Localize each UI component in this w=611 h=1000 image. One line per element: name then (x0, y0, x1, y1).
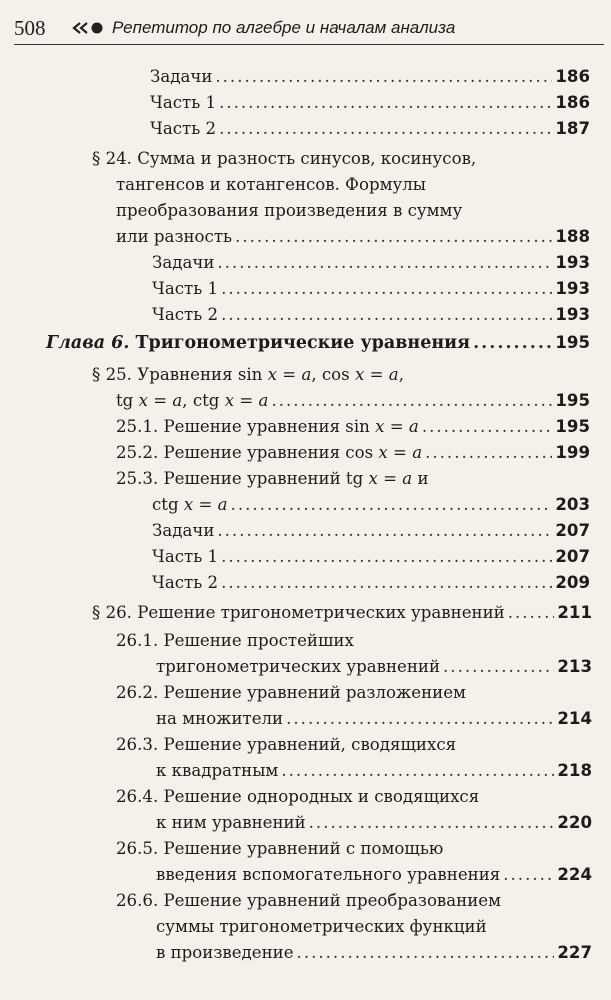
chapter-title: Тригонометрические уравнения (135, 333, 471, 353)
toc-entry-sec24-part1[interactable]: Часть 1 ..... 193 (152, 276, 590, 302)
toc-entry-sec23-part2[interactable]: Часть 2 ..... 187 (150, 116, 590, 142)
toc-entry-sub25-2[interactable]: 25.2. Решение уравнения cos x = a ..... 199 (116, 440, 590, 466)
toc-entry-sub26-6[interactable]: в произведение ..... 227 (156, 940, 592, 966)
chapter-prefix: Глава 6. (46, 333, 130, 353)
toc-sub26-1-line1[interactable]: 26.1. Решение простейших (116, 631, 354, 650)
toc-entry-sub26-4[interactable]: к ним уравнений ..... 220 (156, 810, 592, 836)
toc-entry-sec24-part2[interactable]: Часть 2 ..... 193 (152, 302, 590, 328)
toc-entry-sub26-3[interactable]: к квадратным ..... 218 (156, 758, 592, 784)
toc-entry-sec26[interactable]: § 26. Решение тригонометрических уравнений ..... 211 (92, 600, 592, 626)
toc-entry-sec25-tasks[interactable]: Задачи ..... 207 (152, 518, 590, 544)
toc-entry-sec23-part1[interactable]: Часть 1 ..... 186 (150, 90, 590, 116)
toc-chapter-6[interactable]: Глава 6. Тригонометрические уравнения ..... 195 (46, 330, 590, 356)
toc-entry-sec24-tasks[interactable]: Задачи ..... 193 (152, 250, 590, 276)
toc-entry-sub25-1[interactable]: 25.1. Решение уравнения sin x = a ..... 195 (116, 414, 590, 440)
toc-entry-sub26-5[interactable]: введения вспомогательного уравнения ..... 224 (156, 862, 592, 888)
toc-sub26-3-line1[interactable]: 26.3. Решение уравнений, сводящихся (116, 735, 457, 754)
toc-sec25-line1[interactable]: § 25. Уравнения sin x = a, cos x = a, (92, 365, 404, 384)
toc-entry-sub26-1[interactable]: тригонометрических уравнений ..... 213 (156, 654, 592, 680)
toc-entry-sub25-3[interactable]: ctg x = a ..... 203 (152, 492, 590, 518)
toc-entry-sec23-tasks[interactable]: Задачи ..... 186 (150, 64, 590, 90)
toc-sub26-2-line1[interactable]: 26.2. Решение уравнений разложением (116, 683, 466, 702)
ornament-icon (72, 20, 106, 39)
toc-sec24-line3[interactable]: преобразования произведения в сумму (116, 201, 463, 220)
toc-entry-sub26-2[interactable]: на множители ..... 214 (156, 706, 592, 732)
running-header (14, 14, 604, 45)
toc-entry-sec25[interactable]: tg x = a, ctg x = a ..... 195 (116, 388, 590, 414)
toc-sub26-6-line1[interactable]: 26.6. Решение уравнений преобразованием (116, 891, 502, 910)
toc-sec24-line2[interactable]: тангенсов и котангенсов. Формулы (116, 175, 426, 194)
page-number: 508 (14, 16, 46, 40)
toc-entry-sec25-part2[interactable]: Часть 2 ..... 209 (152, 570, 590, 596)
toc-sub26-4-line1[interactable]: 26.4. Решение однородных и сводящихся (116, 787, 480, 806)
toc-sub25-3-line1[interactable]: 25.3. Решение уравнений tg x = a и (116, 469, 429, 488)
toc-sec24-line1[interactable]: § 24. Сумма и разность синусов, косинусов, (92, 149, 477, 168)
toc-entry-sec24[interactable]: или разность ..... 188 (116, 224, 590, 250)
toc-sub26-5-line1[interactable]: 26.5. Решение уравнений с помощью (116, 839, 444, 858)
toc-sub26-6-line2[interactable]: суммы тригонометрических функций (156, 917, 487, 936)
running-title: Репетитор по алгебре и началам анализа (112, 18, 456, 37)
toc-entry-sec25-part1[interactable]: Часть 1 ..... 207 (152, 544, 590, 570)
